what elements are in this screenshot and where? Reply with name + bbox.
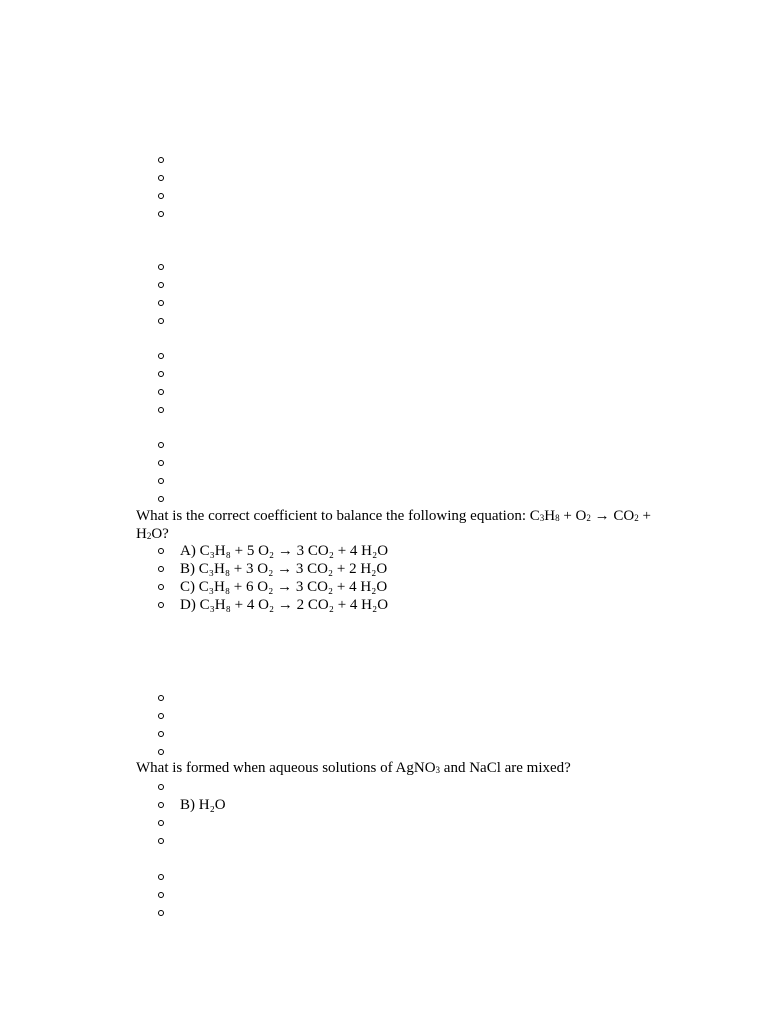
bullet-icon [158, 193, 164, 199]
bullet-icon [158, 318, 164, 324]
list-item [0, 169, 768, 187]
question-1-text: What is the correct coefficient to balance the following equation: $C_3H_8 + O_2 \to CO_2 + H_2O$? [136, 508, 651, 542]
list-item [0, 276, 768, 294]
option-c [0, 578, 768, 596]
question-2-text: What is formed when aqueous solutions of AgNO$_3$ and NaCl are mixed? [136, 760, 571, 776]
bullet-icon [158, 892, 164, 898]
list-item [0, 707, 768, 725]
list-item [0, 347, 768, 365]
list-item [0, 294, 768, 312]
bullet-icon [158, 820, 164, 826]
option-label: A) C₃H₈ + 5 O₂ → 3 CO₂ + 4 H₂O [180, 543, 389, 559]
bullet-icon [158, 389, 164, 395]
list-item [0, 383, 768, 401]
bullet-icon [158, 353, 164, 359]
option-label: B) H₂O [180, 797, 226, 813]
question-2-options [0, 778, 768, 850]
option-label: C) C₃H₈ + 6 O₂ → 3 CO₂ + 4 H₂O [180, 579, 388, 595]
list-item [0, 151, 768, 169]
bullet-icon [158, 802, 164, 808]
question-1-options [0, 542, 768, 614]
option-b [0, 796, 768, 814]
bullet-icon [158, 584, 164, 590]
bullet-icon [158, 371, 164, 377]
list-item [0, 187, 768, 205]
list-item [0, 401, 768, 419]
bullet-icon [158, 442, 164, 448]
bullet-icon [158, 749, 164, 755]
bullet-icon [158, 838, 164, 844]
bullet-icon [158, 478, 164, 484]
option-label: D) C₃H₈ + 4 O₂ → 2 CO₂ + 4 H₂O [180, 597, 389, 613]
list-item [0, 886, 768, 904]
option-b [0, 560, 768, 578]
empty-bullet-list [0, 258, 768, 330]
bullet-icon [158, 175, 164, 181]
bullet-icon [158, 731, 164, 737]
bullet-icon [158, 407, 164, 413]
list-item [0, 436, 768, 454]
bullet-icon [158, 264, 164, 270]
option-label: B) C₃H₈ + 3 O₂ → 3 CO₂ + 2 H₂O [180, 561, 388, 577]
option-d [0, 832, 768, 850]
list-item [0, 868, 768, 886]
bullet-icon [158, 784, 164, 790]
bullet-icon [158, 496, 164, 502]
empty-bullet-list [0, 689, 768, 761]
bullet-icon [158, 874, 164, 880]
bullet-icon [158, 713, 164, 719]
list-item [0, 472, 768, 490]
bullet-icon [158, 910, 164, 916]
list-item [0, 312, 768, 330]
bullet-icon [158, 460, 164, 466]
bullet-icon [158, 602, 164, 608]
bullet-icon [158, 211, 164, 217]
option-c [0, 814, 768, 832]
empty-bullet-list [0, 436, 768, 508]
bullet-icon [158, 282, 164, 288]
option-a [0, 778, 768, 796]
empty-bullet-list [0, 151, 768, 223]
empty-bullet-list [0, 347, 768, 419]
list-item [0, 258, 768, 276]
bullet-icon [158, 300, 164, 306]
empty-bullet-list [0, 868, 768, 922]
bullet-icon [158, 566, 164, 572]
list-item [0, 725, 768, 743]
list-item [0, 490, 768, 508]
list-item [0, 205, 768, 223]
list-item [0, 904, 768, 922]
bullet-icon [158, 157, 164, 163]
list-item [0, 365, 768, 383]
list-item [0, 689, 768, 707]
list-item [0, 454, 768, 472]
option-a [0, 542, 768, 560]
bullet-icon [158, 695, 164, 701]
bullet-icon [158, 548, 164, 554]
option-d [0, 596, 768, 614]
